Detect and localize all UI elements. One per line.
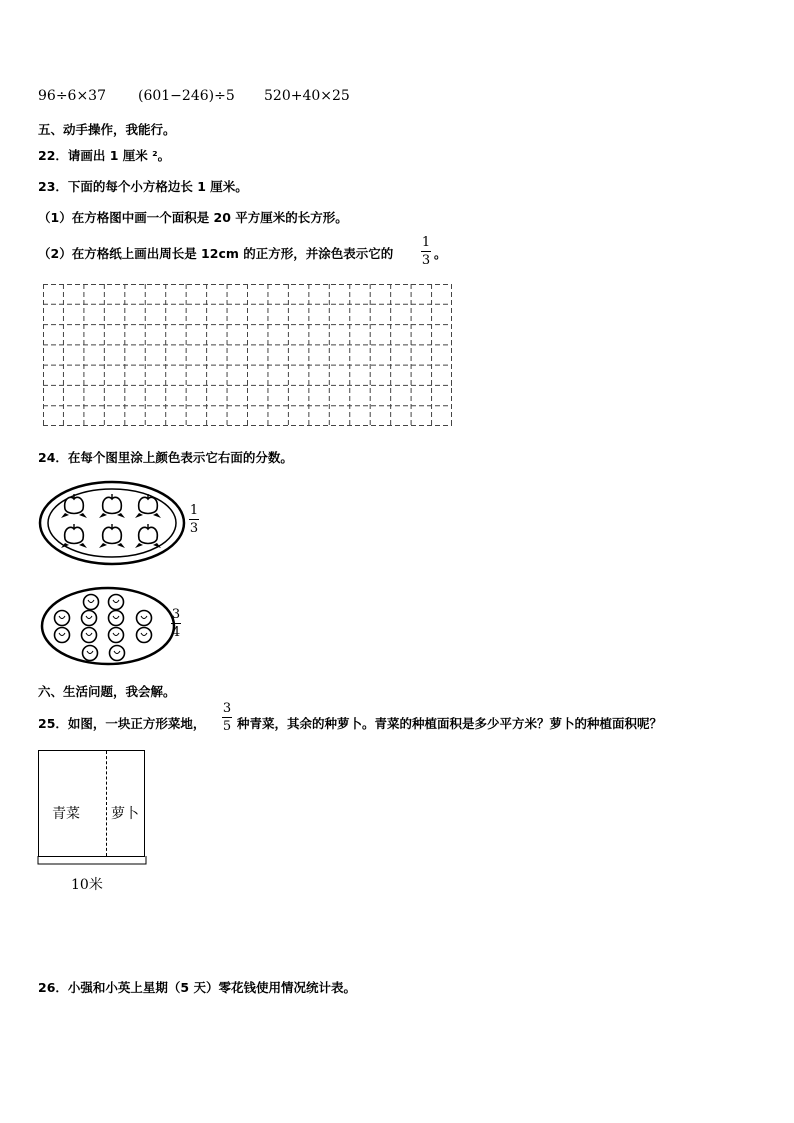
dashed-grid[interactable] xyxy=(43,284,452,426)
question-22: 22．请画出 1 厘米 ²。 xyxy=(38,148,171,163)
width-bracket xyxy=(36,856,148,866)
question-23-part-2: （2）在方格纸上画出周长是 12cm 的正方形，并涂色表示它的 xyxy=(38,246,394,261)
apple-icon xyxy=(55,611,70,626)
fraction-numerator: 1 xyxy=(189,503,199,518)
peach-icon xyxy=(61,494,87,518)
apple-icon xyxy=(137,628,152,643)
fraction-three-quarters-apples xyxy=(171,607,181,640)
apple-icon xyxy=(109,611,124,626)
question-24: 24．在每个图里涂上颜色表示它右面的分数。 xyxy=(38,450,293,465)
apple-icon xyxy=(109,595,124,610)
fraction-one-third-peaches xyxy=(189,503,199,536)
apple-icon xyxy=(55,628,70,643)
fraction-one-third xyxy=(421,235,431,268)
apple-icon xyxy=(109,628,124,643)
peach-icon xyxy=(61,524,87,548)
fraction-bar xyxy=(222,717,232,718)
fraction-three-fifths xyxy=(222,701,232,734)
apple-oval[interactable] xyxy=(40,586,176,666)
expression-3: 520+40×25 xyxy=(264,88,350,104)
question-25-end: 种青菜，其余的种萝卜。青菜的种植面积是多少平方米？萝卜的种植面积呢？ xyxy=(237,716,663,731)
fraction-denominator: 4 xyxy=(171,625,181,640)
question-23: 23．下面的每个小方格边长 1 厘米。 xyxy=(38,179,248,194)
apple-icon xyxy=(82,611,97,626)
vegetable-label: 青菜 xyxy=(52,806,80,822)
apple-icon xyxy=(82,628,97,643)
apple-icon xyxy=(137,611,152,626)
fraction-denominator: 3 xyxy=(421,253,431,268)
apple-icon xyxy=(84,595,99,610)
expression-2: (601−246)÷5 xyxy=(138,88,235,104)
apple-icon xyxy=(83,646,98,661)
fraction-denominator: 3 xyxy=(189,521,199,536)
fraction-bar xyxy=(189,519,199,520)
apple-icon xyxy=(110,646,125,661)
fraction-bar xyxy=(171,623,181,624)
peach-icon xyxy=(135,524,161,548)
garden-divider xyxy=(106,751,107,856)
fraction-denominator: 5 xyxy=(222,719,232,734)
section-title-5: 五、动手操作，我能行。 xyxy=(38,122,176,137)
section-title-6: 六、生活问题，我会解。 xyxy=(38,684,176,699)
fraction-numerator: 3 xyxy=(171,607,181,622)
fraction-numerator: 3 xyxy=(222,701,232,716)
radish-label: 萝卜 xyxy=(111,806,139,822)
question-23-part-2-end: 。 xyxy=(434,246,447,261)
expression-1: 96÷6×37 xyxy=(38,88,106,104)
fraction-bar xyxy=(421,251,431,252)
peach-icon xyxy=(135,494,161,518)
fraction-numerator: 1 xyxy=(421,235,431,250)
width-label: 10米 xyxy=(71,877,103,893)
peach-oval[interactable] xyxy=(38,480,186,566)
question-26: 26．小强和小英上星期（5 天）零花钱使用情况统计表。 xyxy=(38,980,356,995)
peach-icon xyxy=(99,524,125,548)
question-23-part-1: （1）在方格图中画一个面积是 20 平方厘米的长方形。 xyxy=(38,210,348,225)
peach-icon xyxy=(99,494,125,518)
question-25-start: 25．如图，一块正方形菜地， xyxy=(38,716,206,731)
